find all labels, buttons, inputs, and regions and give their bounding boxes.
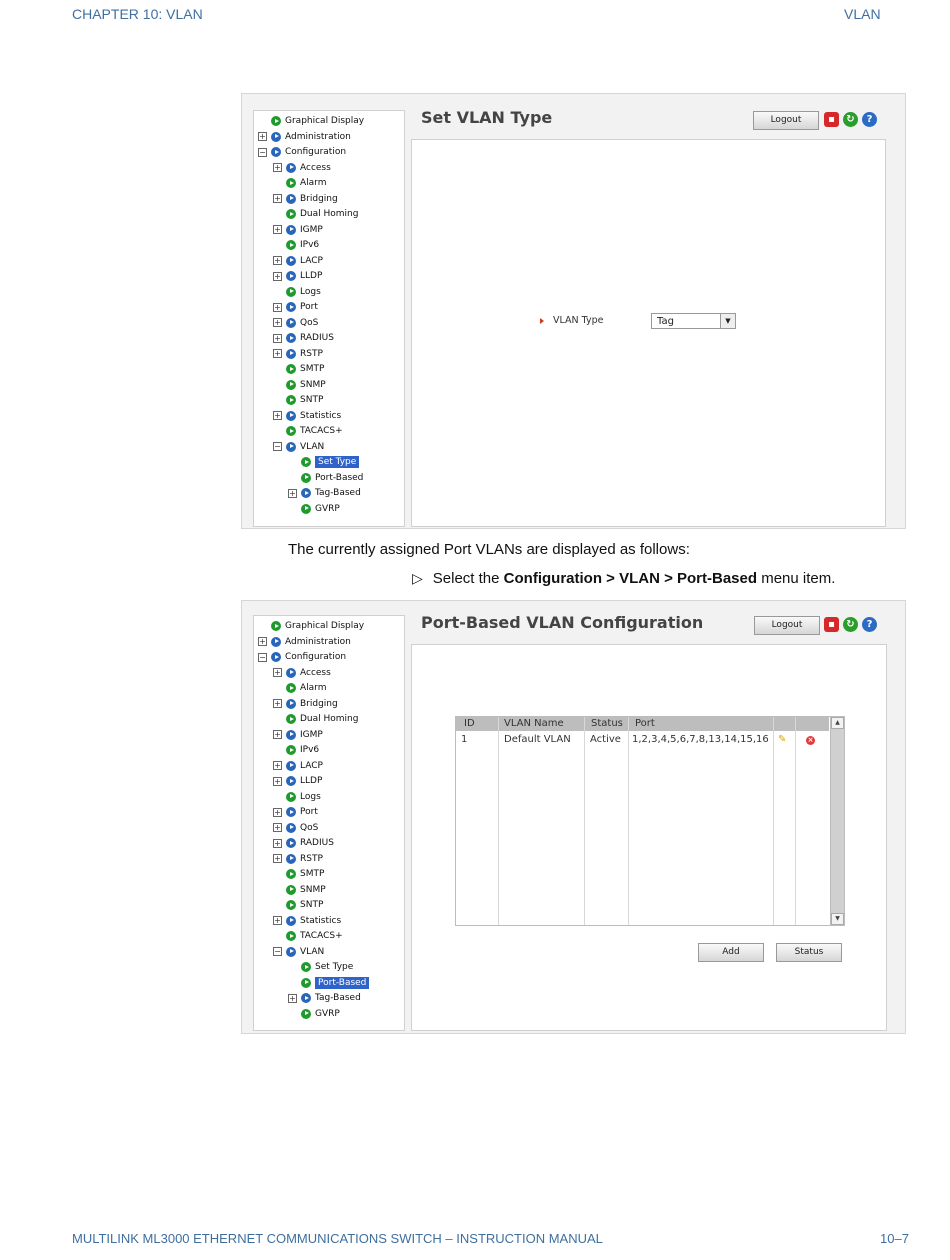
arrow-circle-icon (286, 225, 296, 235)
collapse-icon[interactable]: − (274, 947, 281, 956)
sidebar-item-label: RSTP (300, 348, 323, 359)
sidebar-item-label: TACACS+ (300, 931, 343, 941)
arrow-circle-icon (301, 978, 311, 988)
sidebar-item[interactable] (273, 743, 319, 757)
set-vlan-type-screenshot (241, 93, 906, 529)
sidebar-item[interactable] (273, 929, 343, 943)
sidebar-item[interactable] (273, 898, 323, 912)
arrow-circle-icon (271, 132, 281, 142)
sidebar-item-label: QoS (300, 317, 319, 328)
sidebar-item[interactable] (273, 238, 319, 252)
expand-icon[interactable]: + (274, 699, 281, 708)
refresh-icon[interactable]: ↻ (843, 112, 858, 127)
sidebar-item[interactable] (258, 130, 351, 144)
expand-icon[interactable]: + (274, 271, 281, 281)
arrow-circle-icon (286, 699, 296, 709)
arrow-circle-icon (286, 333, 296, 343)
expand-icon[interactable]: + (274, 333, 281, 343)
sidebar-item[interactable] (288, 486, 361, 500)
expand-icon[interactable]: + (259, 637, 266, 646)
add-button[interactable]: Add (698, 943, 764, 962)
sidebar-item[interactable] (273, 914, 341, 928)
delete-icon[interactable]: × (807, 736, 814, 744)
sidebar-item[interactable] (273, 300, 318, 314)
content-pane (411, 139, 886, 527)
expand-icon[interactable]: + (274, 163, 281, 172)
sidebar-item-label: RADIUS (300, 838, 334, 848)
arrow-circle-icon (286, 395, 296, 405)
expand-icon[interactable]: + (274, 302, 281, 312)
sidebar-item[interactable] (273, 362, 324, 376)
sidebar-item[interactable] (273, 316, 318, 330)
sidebar-item-label: SNMP (300, 884, 326, 895)
sidebar-item-label: Logs (300, 791, 321, 802)
logout-button[interactable]: Logout (754, 616, 820, 635)
sidebar-item-label: LACP (300, 255, 323, 266)
navigation-tree (253, 110, 405, 527)
expand-icon[interactable]: + (274, 776, 281, 786)
step-text-suffix: menu item. (757, 570, 836, 587)
sidebar-item-label: Configuration (285, 652, 347, 662)
arrow-circle-icon (286, 318, 296, 328)
sidebar-item[interactable] (273, 774, 322, 788)
sidebar-item[interactable] (273, 852, 323, 866)
arrow-circle-icon (286, 256, 296, 266)
sidebar-item-label: Bridging (300, 193, 338, 204)
sidebar-item[interactable] (273, 378, 326, 392)
sidebar-item[interactable] (273, 790, 321, 804)
sidebar-item-label: Graphical Display (285, 116, 365, 126)
expand-icon[interactable]: + (274, 838, 281, 848)
sidebar-item-label: GVRP (315, 503, 340, 514)
sidebar-item[interactable] (273, 269, 322, 283)
table-cell-vlan-name: Default VLAN (504, 734, 571, 745)
arrow-circle-icon (286, 178, 296, 188)
arrow-circle-icon (286, 869, 296, 879)
sidebar-item-label: Configuration (285, 147, 347, 157)
table-cell-port: 1,2,3,4,5,6,7,8,13,14,15,16 (632, 734, 769, 745)
save-icon[interactable]: ▪ (824, 617, 839, 632)
page-title: Set VLAN Type (421, 108, 553, 127)
expand-icon[interactable]: + (274, 761, 281, 770)
sidebar-item[interactable] (273, 666, 331, 680)
expand-icon[interactable]: + (274, 730, 281, 739)
arrow-circle-icon (286, 271, 296, 281)
sidebar-item[interactable] (273, 759, 323, 773)
arrow-circle-icon (301, 504, 311, 514)
table-cell-id: 1 (461, 734, 468, 745)
sidebar-item[interactable] (273, 424, 343, 438)
sidebar-item[interactable] (288, 471, 363, 485)
sidebar-item[interactable] (288, 455, 359, 469)
arrow-circle-icon (301, 993, 311, 1003)
arrow-circle-icon (286, 776, 296, 786)
sidebar-item[interactable] (288, 1007, 340, 1021)
expand-icon[interactable]: + (274, 256, 281, 265)
arrow-circle-icon (286, 745, 296, 755)
vlan-type-select[interactable] (651, 313, 736, 329)
scroll-down-icon[interactable]: ▼ (831, 913, 844, 925)
page-number: 10–7 (880, 1231, 909, 1246)
sidebar-item-label: Access (300, 667, 331, 678)
arrow-circle-icon (286, 854, 296, 864)
sidebar-item-label: LLDP (300, 271, 323, 281)
sidebar-item-label: IGMP (300, 729, 323, 740)
sidebar-item[interactable] (288, 976, 369, 990)
arrow-circle-icon (286, 792, 296, 802)
edit-icon[interactable]: ✎ (778, 734, 787, 745)
sidebar-item[interactable] (258, 650, 346, 664)
sidebar-item[interactable] (273, 867, 324, 881)
sidebar-item-label: Set Type (315, 456, 359, 468)
arrow-circle-icon (301, 962, 311, 972)
step-arrow-icon: ▷ (412, 570, 423, 586)
expand-icon[interactable]: + (274, 823, 281, 832)
arrow-circle-icon (286, 426, 296, 436)
help-icon[interactable]: ? (862, 112, 877, 127)
sidebar-item[interactable] (273, 331, 334, 345)
field-marker-icon (540, 318, 544, 324)
expand-icon[interactable]: + (274, 668, 281, 677)
arrow-circle-icon (286, 364, 296, 374)
sidebar-item[interactable] (258, 114, 364, 128)
sidebar-item-label: Port (300, 807, 318, 817)
sidebar-item[interactable] (273, 440, 324, 454)
sidebar-item-label: Dual Homing (300, 714, 359, 724)
port-based-vlan-screenshot (241, 600, 906, 1034)
expand-icon[interactable]: + (274, 225, 281, 234)
scroll-up-icon[interactable]: ▲ (831, 717, 844, 729)
sidebar-item[interactable] (258, 619, 364, 633)
step-text-prefix: Select the (432, 570, 504, 587)
sidebar-item[interactable] (258, 145, 346, 159)
sidebar-item[interactable] (273, 161, 331, 175)
arrow-circle-icon (286, 668, 296, 678)
sidebar-item[interactable] (273, 883, 326, 897)
sidebar-item[interactable] (288, 991, 361, 1005)
arrow-circle-icon (271, 652, 281, 662)
table-scrollbar[interactable] (830, 717, 844, 925)
manual-footer-title: MULTILINK ML3000 ETHERNET COMMUNICATIONS SWITCH – INSTRUCTION MANUAL (72, 1231, 603, 1246)
sidebar-item-label: Tag-Based (315, 993, 361, 1003)
arrow-circle-icon (286, 730, 296, 740)
arrow-circle-icon (286, 287, 296, 297)
sidebar-item[interactable] (273, 681, 326, 695)
arrow-circle-icon (286, 411, 296, 421)
sidebar-item-label: SMTP (300, 869, 325, 879)
arrow-circle-icon (286, 194, 296, 204)
arrow-circle-icon (286, 163, 296, 173)
sidebar-item[interactable] (273, 728, 323, 742)
arrow-circle-icon (286, 807, 296, 817)
sidebar-item[interactable] (273, 945, 324, 959)
navigation-tree (253, 615, 405, 1031)
arrow-circle-icon (301, 488, 311, 498)
help-icon[interactable]: ? (862, 617, 877, 632)
sidebar-item-label: Port (300, 302, 318, 312)
arrow-circle-icon (301, 457, 311, 467)
collapse-icon[interactable]: − (259, 147, 266, 157)
sidebar-item-label: Bridging (300, 698, 338, 709)
arrow-circle-icon (286, 931, 296, 941)
expand-icon[interactable]: + (274, 807, 281, 817)
sidebar-item[interactable] (288, 960, 353, 974)
collapse-icon[interactable]: − (259, 652, 266, 662)
arrow-circle-icon (286, 380, 296, 390)
sidebar-item[interactable] (273, 347, 323, 361)
sidebar-item[interactable] (273, 176, 326, 190)
arrow-circle-icon (286, 442, 296, 452)
sidebar-item-label: QoS (300, 822, 319, 833)
sidebar-item-label: Graphical Display (285, 621, 365, 631)
arrow-circle-icon (271, 637, 281, 647)
arrow-circle-icon (286, 761, 296, 771)
section-header: VLAN (844, 6, 881, 22)
sidebar-item[interactable] (273, 285, 321, 299)
collapse-icon[interactable]: − (274, 442, 281, 451)
expand-icon[interactable]: + (274, 194, 281, 203)
sidebar-item-label: Administration (285, 131, 351, 142)
column-header-port: Port (635, 718, 655, 729)
arrow-circle-icon (301, 1009, 311, 1019)
sidebar-item[interactable] (273, 697, 338, 711)
vlan-type-value: Tag (657, 316, 674, 327)
arrow-circle-icon (286, 885, 296, 895)
sidebar-item-label: SMTP (300, 364, 325, 374)
sidebar-item[interactable] (288, 502, 340, 516)
body-paragraph: The currently assigned Port VLANs are displayed as follows: (288, 541, 690, 558)
arrow-circle-icon (286, 916, 296, 926)
sidebar-item-label: Dual Homing (300, 209, 359, 219)
sidebar-item-label: Statistics (300, 915, 342, 926)
sidebar-item-label: Alarm (300, 178, 327, 188)
expand-icon[interactable]: + (259, 132, 266, 141)
table-cell-status: Active (590, 734, 621, 745)
arrow-circle-icon (301, 473, 311, 483)
arrow-circle-icon (286, 823, 296, 833)
page-title: Port-Based VLAN Configuration (421, 613, 704, 632)
arrow-circle-icon (286, 240, 296, 250)
arrow-circle-icon (286, 683, 296, 693)
sidebar-item-label: Port-Based (315, 472, 364, 483)
column-header-status: Status (591, 718, 623, 729)
expand-icon[interactable]: + (274, 916, 281, 925)
sidebar-item[interactable] (273, 836, 334, 850)
sidebar-item-label: VLAN (300, 441, 325, 452)
sidebar-item-label: IGMP (300, 224, 323, 235)
sidebar-item-label: Set Type (315, 962, 354, 972)
sidebar-item[interactable] (258, 635, 351, 649)
menu-path: Configuration > VLAN > Port-Based (503, 570, 758, 587)
expand-icon[interactable]: + (274, 854, 281, 863)
sidebar-item-label: SNTP (300, 900, 324, 910)
sidebar-item-label: RADIUS (300, 333, 334, 343)
sidebar-item-label: GVRP (315, 1008, 340, 1019)
vlan-type-label: VLAN Type (553, 315, 604, 326)
vlan-table (455, 716, 845, 926)
sidebar-item[interactable] (273, 821, 318, 835)
sidebar-item-label: Port-Based (315, 977, 369, 989)
chapter-header: CHAPTER 10: VLAN (72, 6, 203, 22)
expand-icon[interactable]: + (274, 411, 281, 420)
arrow-circle-icon (286, 302, 296, 312)
refresh-icon[interactable]: ↻ (843, 617, 858, 632)
arrow-circle-icon (271, 621, 281, 631)
arrow-circle-icon (286, 714, 296, 724)
sidebar-item-label: Alarm (300, 683, 327, 693)
column-header-vlan-name: VLAN Name (504, 718, 564, 729)
sidebar-item-label: VLAN (300, 946, 325, 957)
arrow-circle-icon (286, 349, 296, 359)
save-icon[interactable]: ▪ (824, 112, 839, 127)
status-button[interactable]: Status (776, 943, 842, 962)
arrow-circle-icon (286, 947, 296, 957)
procedure-step (412, 570, 835, 587)
sidebar-item-label: Administration (285, 636, 351, 647)
sidebar-item-label: LACP (300, 760, 323, 771)
sidebar-item-label: SNTP (300, 395, 324, 405)
expand-icon[interactable]: + (289, 993, 296, 1003)
sidebar-item-label: Tag-Based (315, 488, 361, 498)
arrow-circle-icon (271, 147, 281, 157)
sidebar-item-label: Statistics (300, 410, 342, 421)
expand-icon[interactable]: + (274, 349, 281, 358)
expand-icon[interactable]: + (274, 318, 281, 327)
arrow-circle-icon (271, 116, 281, 126)
sidebar-item-label: Logs (300, 286, 321, 297)
sidebar-item-label: IPv6 (300, 240, 320, 250)
sidebar-item[interactable] (273, 805, 318, 819)
sidebar-item[interactable] (273, 223, 323, 237)
column-header-id: ID (464, 718, 475, 729)
arrow-circle-icon (286, 900, 296, 910)
chevron-down-icon[interactable]: ▼ (720, 314, 735, 328)
sidebar-item[interactable] (273, 192, 338, 206)
sidebar-item[interactable] (273, 712, 358, 726)
sidebar-item[interactable] (273, 409, 341, 423)
sidebar-item-label: TACACS+ (300, 426, 343, 436)
sidebar-item-label: SNMP (300, 379, 326, 390)
sidebar-item[interactable] (273, 207, 358, 221)
sidebar-item-label: RSTP (300, 853, 323, 864)
sidebar-item-label: Access (300, 162, 331, 173)
sidebar-item-label: IPv6 (300, 745, 320, 755)
sidebar-item[interactable] (273, 393, 323, 407)
arrow-circle-icon (286, 209, 296, 219)
expand-icon[interactable]: + (289, 488, 296, 498)
content-pane (411, 644, 887, 1031)
arrow-circle-icon (286, 838, 296, 848)
sidebar-item[interactable] (273, 254, 323, 268)
logout-button[interactable]: Logout (753, 111, 819, 130)
sidebar-item-label: LLDP (300, 776, 323, 786)
